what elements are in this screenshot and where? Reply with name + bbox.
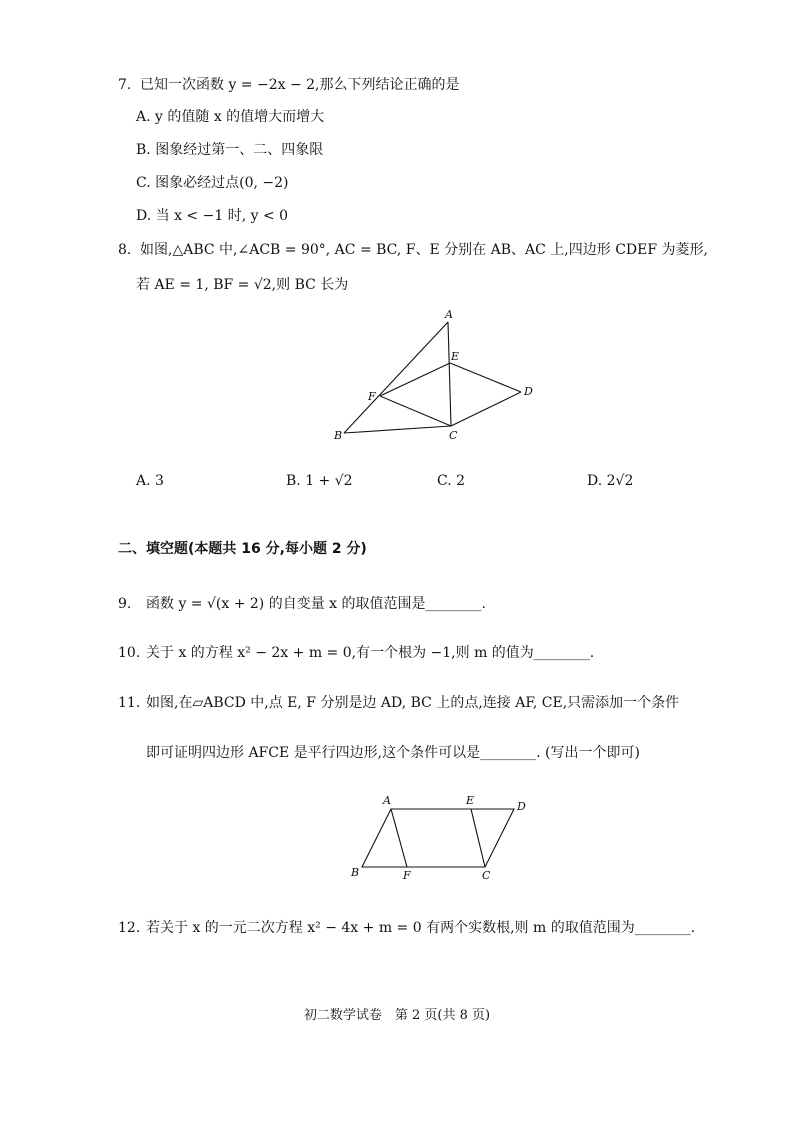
segment-af [391, 809, 407, 867]
label-f: F [403, 869, 411, 882]
question-11-line-1 [118, 692, 679, 712]
question-number: 11. [118, 695, 141, 711]
question-text: 已知一次函数 y = −2x − 2,那么下列结论正确的是 [140, 77, 460, 93]
question-7-stem [118, 74, 460, 94]
label-a: A [383, 794, 391, 807]
label-b: B [351, 866, 360, 879]
parallelogram-abcd [362, 809, 514, 867]
question-10 [118, 642, 594, 662]
label-b: B [334, 429, 343, 442]
q7-option-a: A. y 的值随 x 的值增大而增大 [136, 109, 325, 125]
label-f: F [368, 390, 376, 403]
q8-option-a: A. 3 [136, 473, 164, 489]
label-a: A [445, 308, 453, 321]
segment-ec [471, 809, 485, 867]
question-number: 10. [118, 645, 141, 661]
question-8-stem-2: 若 AE = 1, BF = √2,则 BC 长为 [136, 277, 349, 293]
segment-ed [450, 363, 521, 392]
segment-dc [451, 392, 521, 426]
segment-bc [344, 426, 451, 433]
question-8-stem [118, 239, 708, 259]
section-title: 二、填空题(本题共 16 分,每小题 2 分) [118, 541, 367, 557]
segment-fe [380, 363, 450, 396]
parallelogram-figure [345, 790, 535, 885]
label-c: C [482, 869, 491, 882]
question-text: 若关于 x 的一元二次方程 x² − 4x + m = 0 有两个实数根,则 m 的取值范围为________. [146, 920, 696, 936]
question-text: 如图,在▱ABCD 中,点 E, F 分别是边 AD, BC 上的点,连接 AF, CE,只需添加一个条件 [146, 695, 680, 711]
q7-option-b: B. 图象经过第一、二、四象限 [136, 142, 324, 158]
q7-option-c: C. 图象必经过点(0, −2) [136, 175, 289, 191]
segment-cf [380, 396, 451, 426]
q7-option-d: D. 当 x < −1 时, y < 0 [136, 208, 289, 224]
question-number: 7. [118, 77, 132, 93]
rhombus-triangle-figure [330, 305, 550, 445]
page-footer: 初二数学试卷 第 2 页(共 8 页) [303, 1008, 491, 1023]
question-text: 关于 x 的方程 x² − 2x + m = 0,有一个根为 −1,则 m 的值为________. [146, 645, 595, 661]
segment-ac [448, 322, 451, 426]
q8-option-b: B. 1 + √2 [286, 473, 353, 489]
question-12 [118, 917, 695, 937]
question-number: 8. [118, 242, 132, 258]
label-e: E [451, 350, 460, 363]
question-11-line-2: 即可证明四边形 AFCE 是平行四边形,这个条件可以是________. (写出一个即可) [146, 745, 640, 761]
question-9 [118, 593, 486, 613]
label-d: D [524, 385, 533, 398]
q8-option-d: D. 2√2 [587, 473, 634, 489]
label-d: D [517, 800, 526, 813]
question-number: 12. [118, 920, 141, 936]
label-e: E [466, 794, 475, 807]
label-c: C [449, 429, 458, 442]
question-number: 9. [118, 596, 132, 612]
question-text: 函数 y = √(x + 2) 的自变量 x 的取值范围是________. [146, 596, 486, 612]
q8-option-c: C. 2 [437, 473, 466, 489]
segment-ab [344, 322, 448, 433]
question-text: 如图,△ABC 中,∠ACB = 90°, AC = BC, F、E 分别在 AB、AC 上,四边形 CDEF 为菱形, [140, 242, 708, 258]
